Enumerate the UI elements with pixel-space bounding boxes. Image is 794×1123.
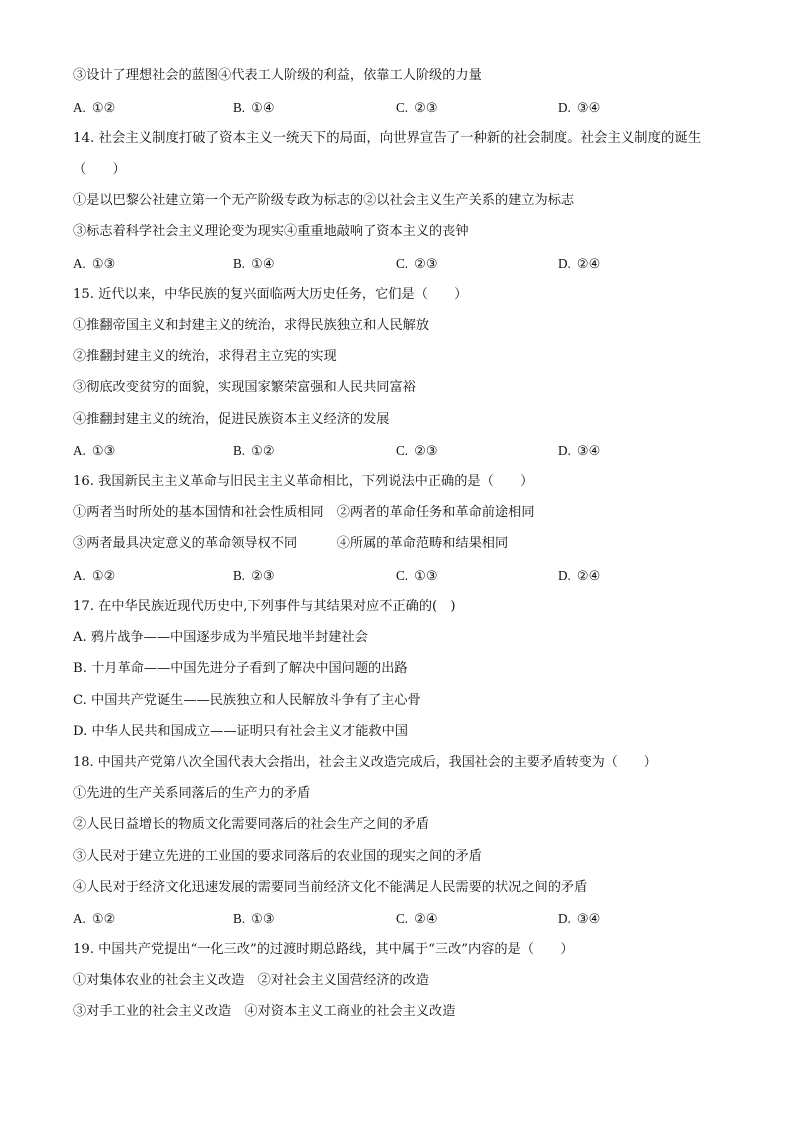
q15-statement-2: ②推翻封建主义的统治，求得君主立宪的实现 <box>73 349 337 364</box>
q15-options <box>73 442 733 460</box>
option-b: B. ②③ <box>233 568 275 584</box>
q17-option-b: B. 十月革命——中国先进分子看到了解决中国问题的出路 <box>73 661 408 676</box>
option-d: D. ②④ <box>558 256 601 272</box>
q19-statements-3-4: ③对手工业的社会主义改造 ④对资本主义工商业的社会主义改造 <box>73 1004 456 1019</box>
option-d: D. ③④ <box>558 443 601 459</box>
option-a: A. ①② <box>73 911 116 927</box>
q18-statement-4: ④人民对于经济文化迅速发展的需要同当前经济文化不能满足人民需要的状况之间的矛盾 <box>73 880 588 895</box>
q16-options <box>73 567 733 585</box>
q17-option-d: D. 中华人民共和国成立——证明只有社会主义才能救中国 <box>73 724 408 739</box>
option-c: C. ①③ <box>396 568 438 584</box>
q13-options <box>73 99 733 117</box>
q13-statements-3-4: ③设计了理想社会的蓝图④代表工人阶级的利益，依靠工人阶级的力量 <box>73 68 482 83</box>
q16-stem: 16. 我国新民主主义革命与旧民主主义革命相比，下列说法中正确的是（ ） <box>73 474 534 489</box>
q14-statements-3-4: ③标志着科学社会主义理论变为现实④重重地敲响了资本主义的丧钟 <box>73 224 469 239</box>
q17-option-a: A. 鸦片战争——中国逐步成为半殖民地半封建社会 <box>73 630 368 645</box>
q14-answer-blank: （ ） <box>73 162 126 177</box>
q18-statement-1: ①先进的生产关系同落后的生产力的矛盾 <box>73 786 311 801</box>
q16-statements-3-4: ③两者最具决定意义的革命领导权不同 ④所属的革命范畴和结果相同 <box>73 536 509 551</box>
option-b: B. ①④ <box>233 256 275 272</box>
q16-statements-1-2: ①两者当时所处的基本国情和社会性质相同 ②两者的革命任务和革命前途相同 <box>73 505 535 520</box>
q17-stem: 17. 在中华民族近现代历史中,下列事件与其结果对应不正确的( ) <box>73 599 456 614</box>
option-a: A. ①③ <box>73 256 116 272</box>
q15-stem: 15. 近代以来，中华民族的复兴面临两大历史任务，它们是（ ） <box>73 287 468 302</box>
q19-stem: 19. 中国共产党提出“一化三改”的过渡时期总路线，其中属于“三改”内容的是（ ） <box>73 942 574 957</box>
q14-statements-1-2: ①是以巴黎公社建立第一个无产阶级专政为标志的②以社会主义生产关系的建立为标志 <box>73 193 575 208</box>
option-d: D. ③④ <box>558 100 601 116</box>
option-b: B. ①④ <box>233 100 275 116</box>
q15-statement-1: ①推翻帝国主义和封建主义的统治，求得民族独立和人民解放 <box>73 318 430 333</box>
option-b: B. ①③ <box>233 911 275 927</box>
option-d: D. ②④ <box>558 568 601 584</box>
q14-stem: 14. 社会主义制度打破了资本主义一统天下的局面，向世界宣告了一种新的社会制度。社会主义制度的诞生 <box>73 131 702 146</box>
q18-statement-2: ②人民日益增长的物质文化需要同落后的社会生产之间的矛盾 <box>73 817 430 832</box>
q18-options <box>73 910 733 928</box>
option-c: C. ②③ <box>396 443 438 459</box>
option-a: A. ①② <box>73 100 116 116</box>
q15-statement-3: ③彻底改变贫穷的面貌，实现国家繁荣富强和人民共同富裕 <box>73 380 416 395</box>
option-c: C. ②④ <box>396 911 438 927</box>
q18-stem: 18. 中国共产党第八次全国代表大会指出，社会主义改造完成后，我国社会的主要矛盾转变为（ ） <box>73 755 657 770</box>
q19-statements-1-2: ①对集体农业的社会主义改造 ②对社会主义国营经济的改造 <box>73 973 430 988</box>
option-a: A. ①③ <box>73 443 116 459</box>
option-b: B. ①② <box>233 443 275 459</box>
option-a: A. ①② <box>73 568 116 584</box>
q15-statement-4: ④推翻封建主义的统治，促进民族资本主义经济的发展 <box>73 412 390 427</box>
q18-statement-3: ③人民对于建立先进的工业国的要求同落后的农业国的现实之间的矛盾 <box>73 849 482 864</box>
option-c: C. ②③ <box>396 100 438 116</box>
option-d: D. ③④ <box>558 911 601 927</box>
q14-options <box>73 255 733 273</box>
q17-option-c: C. 中国共产党诞生——民族独立和人民解放斗争有了主心骨 <box>73 693 421 708</box>
option-c: C. ②③ <box>396 256 438 272</box>
